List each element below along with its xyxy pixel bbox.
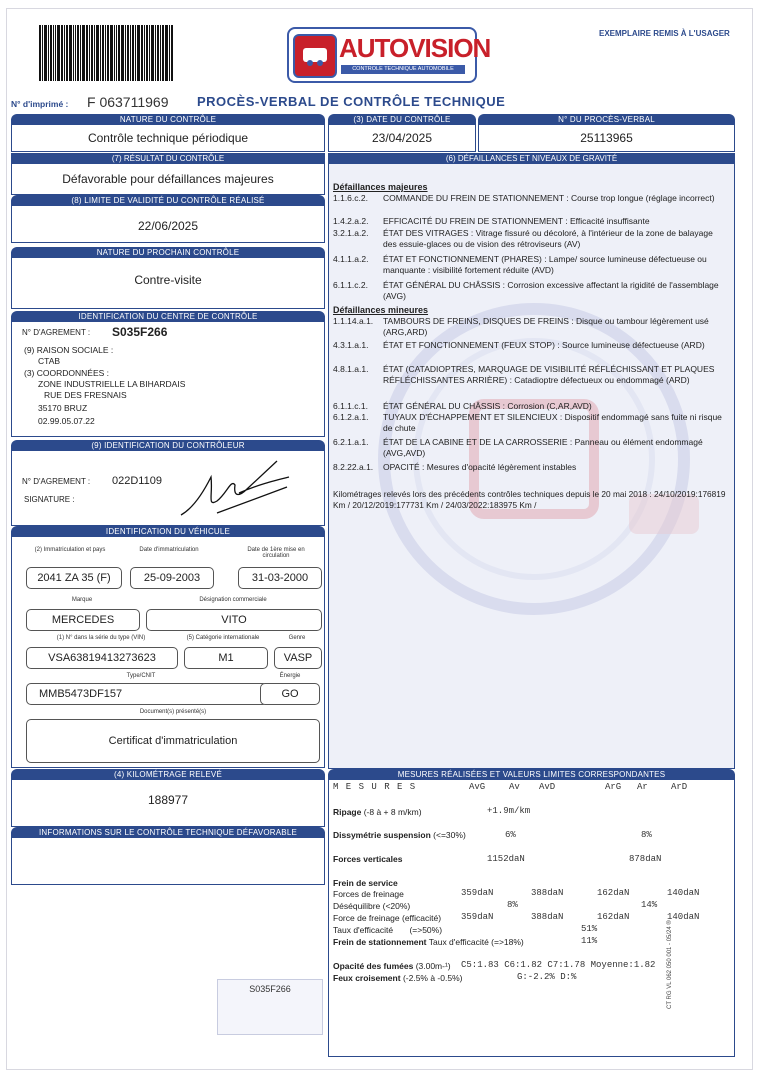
vin-field: VSA63819413273623 <box>26 647 178 669</box>
ripage-label: Ripage (-8 à + 8 m/km) <box>333 807 422 817</box>
major-defect-row <box>333 228 728 249</box>
vehicle-section <box>11 526 325 770</box>
pv-document <box>6 8 753 1070</box>
centre-section <box>11 311 325 439</box>
signature-label: SIGNATURE : <box>24 495 75 504</box>
autovision-logo <box>287 27 491 83</box>
nature-section <box>11 114 325 156</box>
stamp-area <box>217 979 323 1035</box>
immat-label: (2) Immatriculation et pays <box>34 547 106 553</box>
print-number-label: N° d'imprimé : <box>11 99 69 109</box>
stat-value: 11% <box>581 936 598 946</box>
address-line-3: 35170 BRUZ <box>38 403 88 413</box>
centre-agrement-value: S035F266 <box>112 325 168 339</box>
controller-header: (9) IDENTIFICATION DU CONTRÔLEUR <box>11 440 325 451</box>
dissym-av: 6% <box>505 830 516 840</box>
service-label: Frein de service <box>333 878 398 888</box>
major-defect-code: 6.1.1.c.2. <box>333 280 368 290</box>
minor-defect-row <box>333 401 728 412</box>
centre-agrement-label: N° D'AGREMENT : <box>22 328 91 337</box>
copy-note: EXEMPLAIRE REMIS À L'USAGER <box>599 29 730 38</box>
page-title: PROCÈS-VERBAL DE CONTRÔLE TECHNIQUE <box>197 94 506 109</box>
forces-vert-ar: 878daN <box>629 854 662 864</box>
major-defect-code: 4.1.1.a.2. <box>333 254 369 264</box>
cat-field: M1 <box>184 647 268 669</box>
minor-defect-text: ÉTAT ET FONCTIONNEMENT (FEUX STOP) : Source lumineuse défectueuse (ARD) <box>383 340 705 350</box>
major-defect-text: COMMANDE DU FREIN DE STATIONNEMENT : Course trop longue (réglage incorrect) <box>383 193 715 203</box>
centre-body <box>11 322 325 437</box>
vehicle-header: IDENTIFICATION DU VÉHICULE <box>11 526 325 537</box>
genre-field: VASP <box>274 647 322 669</box>
taux-value: 51% <box>581 924 598 934</box>
deseq-av: 8% <box>507 900 518 910</box>
pv-number-section <box>478 114 735 156</box>
fumees-label: Opacité des fumées (3.00m-¹) <box>333 961 451 971</box>
force-eff-avd: 388daN <box>531 912 564 922</box>
date-immat-field: 25-09-2003 <box>130 567 214 589</box>
info-section <box>11 827 325 887</box>
force-eff-avg: 359daN <box>461 912 494 922</box>
col-avg: AvG <box>469 782 486 792</box>
forces-vert-label: Forces verticales <box>333 854 403 864</box>
major-defect-row <box>333 216 728 227</box>
logo-emblem <box>293 34 337 78</box>
nature-header: NATURE DU CONTRÔLE <box>11 114 325 125</box>
force-eff-arg: 162daN <box>597 912 630 922</box>
deseq-ar: 14% <box>641 900 658 910</box>
result-section <box>11 153 325 197</box>
first-circ-label: Date de 1ère mise en circulation <box>247 547 305 559</box>
designation-field: VITO <box>146 609 322 631</box>
col-avd: AvD <box>539 782 556 792</box>
docs-field: Certificat d'immatriculation <box>26 719 320 763</box>
raison-label: (9) RAISON SOCIALE : <box>24 345 114 355</box>
side-reference: CT RG VL 062 050 001 - 05/24 ® <box>667 920 673 1009</box>
address-line-1: ZONE INDUSTRIELLE LA BIHARDAIS <box>38 379 186 389</box>
major-defect-code: 1.1.6.c.2. <box>333 193 368 203</box>
major-defect-code: 1.4.2.a.2. <box>333 216 369 226</box>
minor-defect-code: 8.2.22.a.1. <box>333 462 374 472</box>
logo-text: AUTOVISION <box>339 33 491 63</box>
fumees-values: C5:1.83 C6:1.82 C7:1.78 Moyenne:1.82 <box>461 960 656 970</box>
validity-header: (8) LIMITE DE VALIDITÉ DU CONTRÔLE RÉALISÉ <box>11 195 325 206</box>
deseq-label: Déséquilibre (<20%) <box>333 901 411 911</box>
minor-defect-text: ÉTAT DE LA CABINE ET DE LA CARROSSERIE : Panneau ou élément endommagé (AVG,AVD) <box>383 437 703 458</box>
feux-values: G:-2.2% D:% <box>517 972 577 982</box>
minor-defect-row <box>333 340 728 351</box>
minor-defect-text: ÉTAT (CATADIOPTRES, MARQUAGE DE VISIBILITÉ RÉFLÉCHISSANT ET PLAQUES RÉFLÉCHISSANTES ARRIÈRE) : Catadioptre défectueux ou endommagé (ARD) <box>383 364 715 385</box>
minor-defect-row <box>333 364 728 385</box>
major-defect-row <box>333 254 728 275</box>
pv-number-value: 25113965 <box>478 125 735 152</box>
col-av: Av <box>509 782 520 792</box>
minor-defect-text: TAMBOURS DE FREINS, DISQUES DE FREINS : Disque ou tambour légèrement usé (ARG,ARD) <box>383 316 709 337</box>
minor-defect-row <box>333 316 728 337</box>
km-header: (4) KILOMÉTRAGE RELEVÉ <box>11 769 325 780</box>
controller-section <box>11 440 325 528</box>
controller-body <box>11 451 325 526</box>
result-value: Défavorable pour défaillances majeures <box>11 164 325 195</box>
date-value: 23/04/2025 <box>328 125 476 152</box>
freinage-label: Forces de freinage <box>333 889 404 899</box>
stat-label: Frein de stationnement Taux d'efficacité (=>18%) <box>333 937 524 947</box>
major-defect-text: EFFICACITÉ DU FREIN DE STATIONNEMENT : Efficacité insuffisante <box>383 216 650 226</box>
dissym-label: Dissymétrie suspension (<=30%) <box>333 830 466 840</box>
col-ard: ArD <box>671 782 688 792</box>
major-defect-code: 3.2.1.a.2. <box>333 228 369 238</box>
controller-agrement-value: 022D1109 <box>112 475 162 487</box>
type-label: Type/CNIT <box>126 673 156 679</box>
next-control-header: NATURE DU PROCHAIN CONTRÔLE <box>11 247 325 258</box>
major-defect-text: ÉTAT ET FONCTIONNEMENT (PHARES) : Lampe/ source lumineuse défectueuse ou manquante : visibilité fortement réduite (AVD) <box>383 254 707 275</box>
taux-label: Taux d'efficacité (=>50%) <box>333 925 443 935</box>
type-field: MMB5473DF157 <box>26 683 268 705</box>
first-circ-field: 31-03-2000 <box>238 567 322 589</box>
major-defect-row <box>333 193 728 204</box>
print-number: F 063711969 <box>87 94 169 110</box>
vin-label: (1) N° dans la série du type (VIN) <box>56 635 146 641</box>
stamp-text: S035F266 <box>249 984 291 994</box>
designation-label: Désignation commerciale <box>199 597 267 603</box>
minor-defect-text: OPACITÉ : Mesures d'opacité légèrement instables <box>383 462 577 472</box>
major-defect-row <box>333 280 728 301</box>
minor-title: Défaillances mineures <box>333 305 429 315</box>
feux-label: Feux croisement (-2.5% à -0.5%) <box>333 973 463 983</box>
forces-vert-av: 1152daN <box>487 854 525 864</box>
date-section <box>328 114 476 156</box>
genre-label: Genre <box>288 635 306 641</box>
minor-defect-code: 1.1.14.a.1. <box>333 316 374 326</box>
major-title: Défaillances majeures <box>333 182 428 192</box>
freinage-avg: 359daN <box>461 888 494 898</box>
measures-col-head: M E S U R E S <box>333 782 417 792</box>
marque-label: Marque <box>71 597 93 603</box>
pv-number-header: N° DU PROCÈS-VERBAL <box>478 114 735 125</box>
marque-field: MERCEDES <box>26 609 140 631</box>
freinage-avd: 388daN <box>531 888 564 898</box>
result-header: (7) RÉSULTAT DU CONTRÔLE <box>11 153 325 164</box>
ripage-value: +1.9m/km <box>487 806 531 816</box>
minor-defect-row <box>333 462 728 473</box>
minor-defect-code: 6.2.1.a.1. <box>333 437 369 447</box>
date-immat-label: Date d'immatriculation <box>139 547 199 553</box>
validity-value: 22/06/2025 <box>11 206 325 243</box>
vehicle-body <box>11 537 325 768</box>
col-arg: ArG <box>605 782 622 792</box>
logo-subtext: CONTROLE TECHNIQUE AUTOMOBILE <box>341 65 465 74</box>
minor-defect-code: 4.3.1.a.1. <box>333 340 369 350</box>
coord-label: (3) COORDONNÉES : <box>24 368 110 378</box>
major-defect-text: ÉTAT GÉNÉRAL DU CHÂSSIS : Corrosion excessive affectant la rigidité de l'assemblage (AVG) <box>383 280 719 301</box>
minor-defect-row <box>333 437 728 458</box>
address-line-2: RUE DES FRESNAIS <box>44 390 127 400</box>
info-body <box>11 838 325 885</box>
freinage-arg: 162daN <box>597 888 630 898</box>
validity-section <box>11 195 325 245</box>
km-section <box>11 769 325 829</box>
energie-field: GO <box>260 683 320 705</box>
dissym-ar: 8% <box>641 830 652 840</box>
freinage-ard: 140daN <box>667 888 700 898</box>
cat-label: (5) Catégorie internationale <box>186 635 260 641</box>
raison-value: CTAB <box>38 356 61 366</box>
minor-defect-code: 4.8.1.a.1. <box>333 364 369 374</box>
km-history: Kilométrages relevés lors des précédents contrôles techniques depuis le 20 mai 2018 : 24/10/2019:176819 Km / 20/12/2019:177731 Km / 24/03/2022:183975 Km / <box>333 489 726 510</box>
energie-label: Énergie <box>279 673 301 679</box>
measures-header: MESURES RÉALISÉES ET VALEURS LIMITES CORRESPONDANTES <box>328 769 735 780</box>
major-defect-text: ÉTAT DES VITRAGES : Vitrage fissuré ou décoloré, à l'intérieur de la zone de balayage des essuie-glaces ou de vision des rétroviseurs (AV) <box>383 228 713 249</box>
col-ar: Ar <box>637 782 648 792</box>
barcode <box>39 25 209 81</box>
signature <box>177 455 297 521</box>
info-header: INFORMATIONS SUR LE CONTRÔLE TECHNIQUE DÉFAVORABLE <box>11 827 325 838</box>
km-value: 188977 <box>11 780 325 827</box>
next-control-value: Contre-visite <box>11 258 325 309</box>
minor-defect-code: 6.1.2.a.1. <box>333 412 369 422</box>
immat-field: 2041 ZA 35 (F) <box>26 567 122 589</box>
centre-phone: 02.99.05.07.22 <box>38 416 95 426</box>
minor-defect-row <box>333 412 728 433</box>
minor-defect-text: ÉTAT GÉNÉRAL DU CHÂSSIS : Corrosion (C,AR,AVD) <box>383 401 592 411</box>
force-eff-ard: 140daN <box>667 912 700 922</box>
docs-label: Document(s) présenté(s) <box>139 709 207 715</box>
next-control-section <box>11 247 325 311</box>
minor-defect-text: TUYAUX D'ÉCHAPPEMENT ET SILENCIEUX : Dispositif endommagé sans fuite ni risque de chute <box>383 412 722 433</box>
defects-header: (6) DÉFAILLANCES ET NIVEAUX DE GRAVITÉ <box>328 153 735 164</box>
force-eff-label: Force de freinage (efficacité) <box>333 913 442 923</box>
controller-agrement-label: N° D'AGREMENT : <box>22 477 91 486</box>
centre-header: IDENTIFICATION DU CENTRE DE CONTRÔLE <box>11 311 325 322</box>
date-header: (3) DATE DU CONTRÔLE <box>328 114 476 125</box>
nature-value: Contrôle technique périodique <box>11 125 325 152</box>
minor-defect-code: 6.1.1.c.1. <box>333 401 368 411</box>
